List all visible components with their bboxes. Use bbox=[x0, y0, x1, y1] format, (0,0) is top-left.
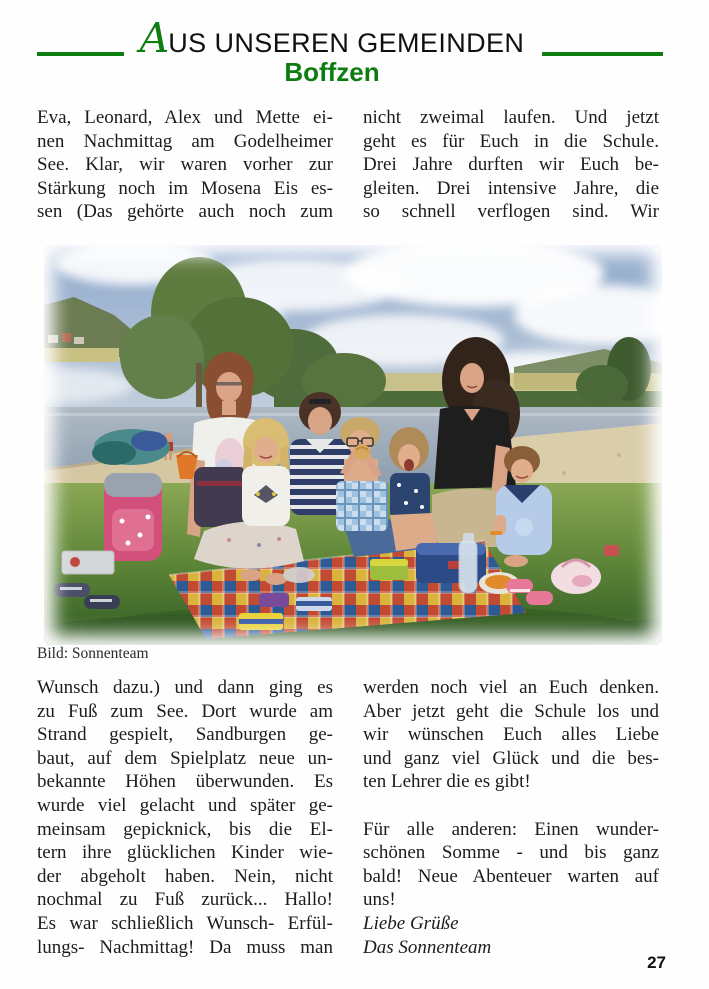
title-rest: US UNSEREN GEMEINDEN bbox=[168, 28, 525, 58]
text-line: bekannte Höhen überwunden. Es bbox=[37, 771, 333, 793]
text-line: wurde viel gelacht und später ge- bbox=[37, 794, 333, 816]
text-line: nochmal zu Fuß zurück... Hallo! bbox=[37, 889, 333, 911]
text-line: uns! bbox=[363, 889, 396, 911]
text-line: gleiten. Drei intensive Jahre, die bbox=[363, 177, 659, 199]
page-title bbox=[0, 14, 664, 62]
text-line: Es war schließlich Wunsch- Erfül- bbox=[37, 912, 333, 934]
text-line: schönen Somme - und bis ganz bbox=[363, 842, 659, 864]
text-line: meinsam gepicknick, bis die El- bbox=[37, 818, 333, 840]
text-column-top-right bbox=[363, 106, 659, 224]
text-line: baut, auf dem Spielplatz neue un- bbox=[37, 747, 333, 769]
text-line: Aber jetzt geht die Schule los und bbox=[363, 700, 659, 722]
text-line: bald! Neue Abenteuer warten auf bbox=[363, 865, 659, 887]
text-line: werden noch viel an Euch denken. bbox=[363, 677, 659, 698]
title-initial: A bbox=[139, 14, 169, 62]
text-line: sen (Das gehörte auch noch zum bbox=[37, 201, 333, 223]
text-line: Wunsch dazu.) und dann ging es bbox=[37, 677, 333, 698]
text-line: Strand gespielt, Sandburgen ge- bbox=[37, 724, 333, 746]
text-line: lungs- Nachmittag! Da muss man bbox=[37, 936, 333, 958]
text-line: geht es für Euch in die Schule. bbox=[363, 130, 659, 152]
text-column-top-left bbox=[37, 106, 333, 224]
text-column-bottom-right bbox=[363, 676, 659, 959]
text-line: und ganz viel Glück und die bes- bbox=[363, 747, 659, 769]
text-column-bottom-left bbox=[37, 676, 333, 959]
text-line: wir wünschen Euch alles Liebe bbox=[363, 724, 659, 746]
text-line: nen Nachmittag am Godelheimer bbox=[37, 130, 333, 152]
text-line: Drei Jahre durften wir Euch be- bbox=[363, 154, 659, 176]
photo-caption: Bild: Sonnenteam bbox=[37, 645, 149, 662]
text-line: so schnell verflogen sind. Wir bbox=[363, 201, 659, 223]
page-subtitle: Boffzen bbox=[284, 57, 380, 87]
text-line: tern ihre glücklichen Kinder wie- bbox=[37, 842, 333, 864]
photo-picnic-at-lake bbox=[44, 245, 662, 645]
text-line: Eva, Leonard, Alex und Mette ei- bbox=[37, 107, 333, 128]
photo-illustration bbox=[44, 245, 662, 645]
text-line: Liebe Grüße bbox=[363, 912, 459, 934]
text-line: zu Fuß zum See. Dort wurde am bbox=[37, 700, 333, 722]
text-line: Stärkung noch im Mosena Eis es- bbox=[37, 177, 333, 199]
page-number: 27 bbox=[647, 953, 666, 972]
text-line: See. Klar, wir waren vorher zur bbox=[37, 154, 333, 176]
text-line: Für alle anderen: Einen wunder- bbox=[363, 818, 659, 840]
text-line: ten Lehrer die es gibt! bbox=[363, 771, 531, 793]
text-line: nicht zweimal laufen. Und jetzt bbox=[363, 107, 659, 128]
text-line: Das Sonnenteam bbox=[363, 936, 492, 958]
text-line bbox=[363, 794, 659, 818]
text-line: der abgeholt haben. Nein, nicht bbox=[37, 865, 333, 887]
